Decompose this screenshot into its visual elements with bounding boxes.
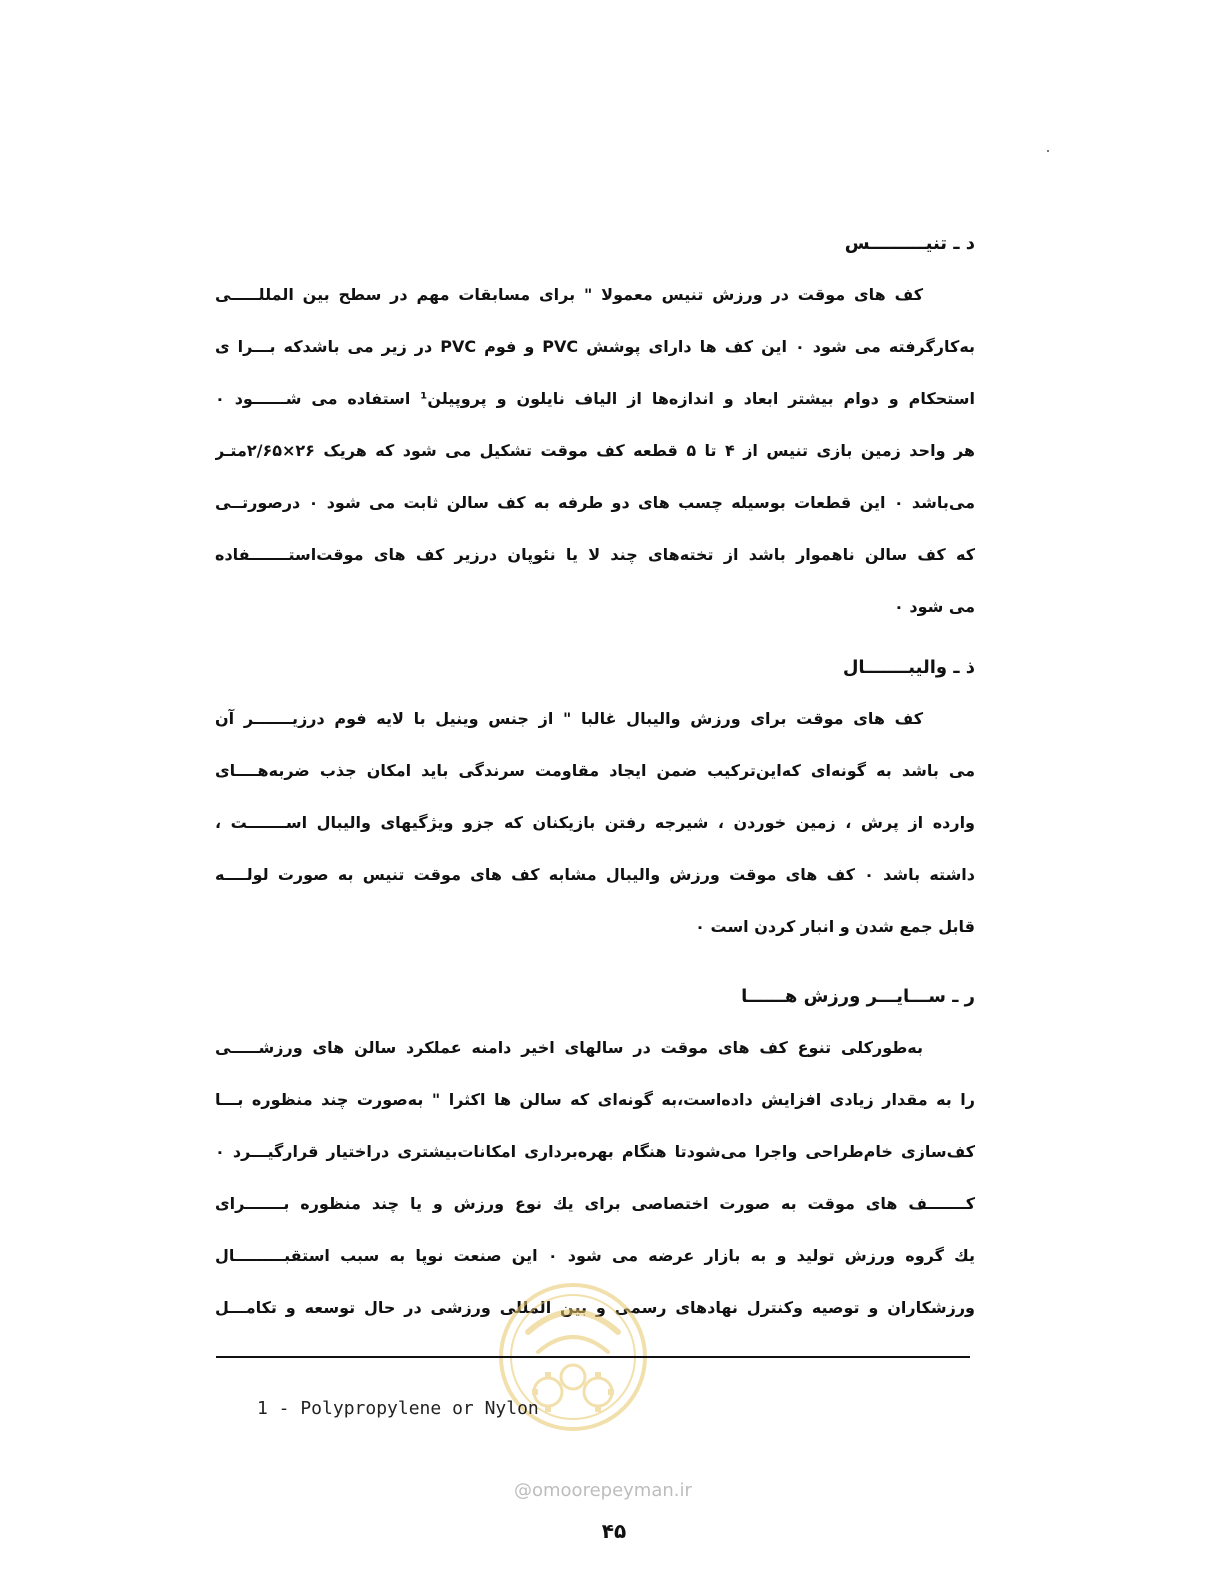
watermark-text: @omoorepeyman.ir (514, 1480, 692, 1501)
scan-speck (1047, 150, 1049, 152)
paragraph-tennis (215, 283, 975, 647)
paragraph-line: وارده از پرش ، زمین خوردن ، شیرجه رفتن بازیکنان که جزو ویژگیهای والیبال اســـــــت ، (215, 813, 975, 832)
paragraph-line: کف‌سازی خام‌طراحی واجرا می‌شودتا هنگام بهره‌برداری امکانات‌بیشتری دراختیار قرارگیـــرد ۰ (215, 1142, 975, 1161)
paragraph-line: هر واحد زمین بازی تنیس از ۴ تا ۵ قطعه کف موقت تشکیل می شود که هریک ۲۶×۲/۶۵متـر (215, 441, 975, 460)
paragraph-line: کـــــــف های موقت به صورت اختصاصی برای یك نوع ورزش و یا چند منظوره بـــــــرای (215, 1194, 975, 1213)
paragraph-line: یك گروه ورزش تولید و به بازار عرضه می شود ۰ این صنعت نوپا به سبب استقبـــــــــال (215, 1246, 975, 1265)
paragraph-line: می‌باشد ۰ این قطعات بوسیله چسب های دو طرفه به کف سالن ثابت می شود ۰ درصورتــی (215, 493, 975, 512)
paragraph-line: استحکام و دوام بیشتر ابعاد و اندازه‌ها از الیاف نایلون و پروپیلن¹ استفاده می شــــــود ۰ (215, 389, 975, 408)
paragraph-line: ورزشکاران و توصیه وکنترل نهادهای رسمی و بین المللی ورزشی در حال توسعه و تکامـــل (215, 1298, 975, 1317)
paragraph-line: که کف سالن ناهموار باشد از تخته‌های چند لا یا نئوپان درزیر کف های موقت‌استـــــــفاده (215, 545, 975, 564)
paragraph-line: را به مقدار زیادی افزایش داده‌است،به گونه‌ای که سالن ها اکثرا " به‌صورت چند منظوره بـــا (215, 1090, 975, 1109)
footnote: 1 - Polypropylene or Nylon (257, 1398, 539, 1419)
page-number: ۴۵ (601, 1519, 627, 1543)
paragraph-line: به‌طورکلی تنوع کف های موقت در سالهای اخیر دامنه عملکرد سالن های ورزشـــــی (215, 1038, 923, 1057)
footnote-divider (216, 1356, 970, 1358)
section-heading-volleyball: ذ ـ والیبـــــــال (842, 657, 975, 678)
paragraph-line: می شود ۰ (894, 597, 975, 616)
paragraph-line: کف های موقت برای ورزش والیبال غالبا " از جنس وینیل با لایه فوم درزیـــــــر آن (215, 709, 923, 728)
section-heading-tennis: د ـ تنیـــــــــس (844, 233, 975, 254)
paragraph-volleyball (215, 707, 975, 967)
paragraph-line: داشته باشد ۰ کف های موقت ورزش والیبال مشابه کف های موقت تنیس به صورت لولــــه (215, 865, 975, 884)
section-heading-other-sports: ر ـ ســـایـــر ورزش هــــــا (741, 986, 975, 1007)
paragraph-line: به‌کارگرفته می شود ۰ این کف ها دارای پوشش PVC و فوم PVC در زیر می باشدکه بـــرا ی (215, 337, 975, 356)
paragraph-line: کف های موقت در ورزش تنیس معمولا " برای مسابقات مهم در سطح بین المللـــــی (215, 285, 923, 304)
paragraph-line: قابل جمع شدن و انبار کردن است ۰ (695, 917, 975, 936)
paragraph-line: می باشد به گونه‌ای که‌این‌ترکیب ضمن ایجاد مقاومت سرندگی باید امکان جذب ضربه‌هــــای (215, 761, 975, 780)
